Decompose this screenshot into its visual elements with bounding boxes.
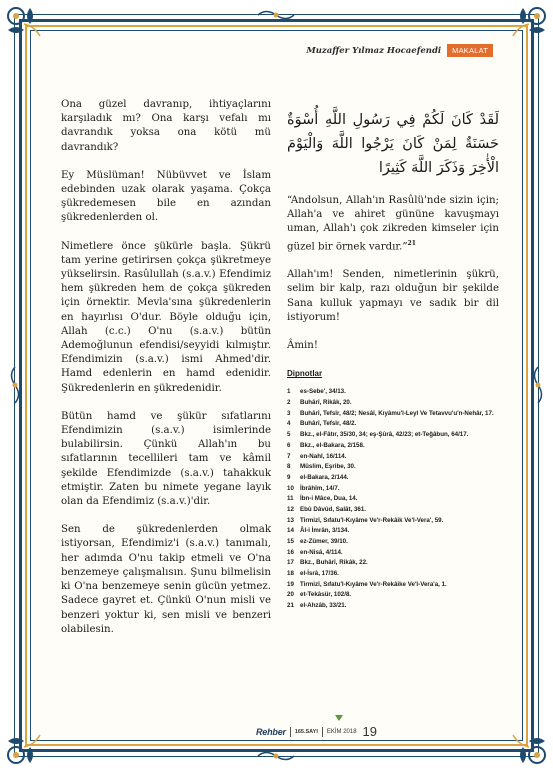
- issue-date: EKİM 2018: [326, 728, 357, 735]
- footnote-number: 6: [287, 441, 291, 449]
- footnote-number: 12: [287, 505, 294, 513]
- footnotes-title: Dipnotlar: [287, 369, 323, 379]
- footnote-text: İbn-i Mâce, Dua, 14.: [300, 495, 358, 503]
- footnote-number: 4: [287, 420, 291, 428]
- footnote-number: 19: [287, 580, 294, 588]
- footnote-number: 21: [287, 602, 294, 610]
- footnote-number: 8: [287, 463, 291, 471]
- footnote-item: [287, 505, 499, 516]
- corner-ornament-icon: [4, 723, 48, 767]
- page-marker-icon: [335, 715, 343, 721]
- footnote-item: [287, 462, 499, 473]
- footnote-item: [287, 430, 499, 441]
- footnote-text: el-Ahzâb, 33/21.: [300, 602, 347, 610]
- footnote-number: 5: [287, 431, 291, 439]
- article-header: [306, 44, 493, 57]
- footnote-text: İbrâhîm, 14/7.: [300, 484, 340, 492]
- footnote-item: [287, 569, 499, 580]
- left-ornament-icon: [8, 365, 22, 405]
- footnote-number: 13: [287, 516, 294, 524]
- paragraph: Ey Müslüman! Nübüvvet ve İslam edebinden uzak olarak yaşama. Çokça şükredemesen bile en azından şükredenlerden ol.: [61, 169, 271, 224]
- section-tag: MAKALAT: [447, 44, 493, 57]
- right-column: [287, 108, 499, 612]
- footnote-item: [287, 580, 499, 591]
- footnote-item: [287, 590, 499, 601]
- footnote-text: Tirmizî, Sıfatu'l-Kıyâme Ve'r-Rekâik Ve'l-Vera', 59.: [300, 516, 444, 524]
- footnote-item: [287, 601, 499, 612]
- bottom-ornament-icon: [256, 749, 296, 763]
- right-ornament-icon: [531, 365, 545, 405]
- footnote-item: [287, 452, 499, 463]
- footnote-number: 18: [287, 570, 294, 578]
- footnote-text: Buhârî, Rikâk, 20.: [300, 399, 352, 407]
- footnote-number: 17: [287, 559, 294, 567]
- footnote-item: [287, 548, 499, 559]
- footnote-item: [287, 516, 499, 527]
- footnote-number: 20: [287, 591, 294, 599]
- footnote-text: Bkz., el-Bakara, 2/158.: [300, 441, 365, 449]
- paragraph: Bütün hamd ve şükür sıfatlarını Efendimizin (s.a.v.) isimlerinde bulabilirsin. Çünkü Allah'ın bu sıfatlarının tecellileri tam ve kâmil şekilde Efendimizde (s.a.v.) tahakkuk etmiştir. Zaten bu nimete yegane layık olan da Efendimiz (s.a.v.)'dir.: [61, 410, 271, 508]
- footnote-text: ez-Zümer, 39/10.: [300, 538, 348, 546]
- footnote-text: et-Tekâsür, 102/8.: [300, 591, 352, 599]
- footnote-text: el-Bakara, 2/144.: [300, 473, 349, 481]
- footnote-number: 9: [287, 473, 291, 481]
- footnote-item: [287, 484, 499, 495]
- footnote-ref: 21: [407, 239, 416, 247]
- footnote-item: [287, 409, 499, 420]
- footnote-item: [287, 441, 499, 452]
- corner-ornament-icon: [505, 4, 549, 48]
- footnote-number: 7: [287, 452, 291, 460]
- footnote-number: 14: [287, 527, 294, 535]
- footnote-text: Âl-i İmrân, 3/134.: [300, 527, 350, 535]
- footnote-text: Buhârî, Tefsîr, 48/2; Nesâî, Kıyâmu'l-Leyl Ve Tetavvu'u'n-Nehâr, 17.: [300, 409, 494, 417]
- arabic-verse: لَقَدْ كَانَ لَكُمْ فِي رَسُولِ اللَّهِ أُسْوَةٌ حَسَنَةٌ لِمَنْ كَانَ يَرْجُوا اللَّهَ وَالْيَوْمَ الْأٰخِرَ وَذَكَرَ اللَّهَ كَثِيرًا: [287, 112, 499, 176]
- footnote-text: es-Sebe', 34/13.: [300, 388, 346, 396]
- footnote-number: 10: [287, 484, 294, 492]
- page-footer: [256, 724, 377, 739]
- footnote-number: 1: [287, 388, 291, 396]
- left-column: [61, 98, 271, 651]
- footnote-number: 11: [287, 495, 294, 503]
- footnote-text: Bkz., Buhârî, Rikâk, 22.: [300, 559, 368, 567]
- footnote-item: [287, 494, 499, 505]
- top-ornament-icon: [256, 8, 296, 22]
- footnote-text: Bkz., el-Fâtır, 35/30, 34; eş-Şûrâ, 42/23; et-Teğâbun, 64/17.: [300, 431, 469, 439]
- corner-ornament-icon: [505, 723, 549, 767]
- footnotes-list: [287, 387, 499, 611]
- footer-divider: [322, 727, 323, 737]
- footnote-item: [287, 558, 499, 569]
- footnote-item: [287, 537, 499, 548]
- footnote-item: [287, 473, 499, 484]
- page-number: 19: [362, 724, 378, 739]
- paragraph: Ona güzel davranıp, ihtiyaçlarını karşıladık mı? Ona karşı vefalı mı davrandık yoksa ona kötü mü davrandık?: [61, 99, 271, 153]
- amen-text: Âmin!: [287, 340, 318, 352]
- paragraph: Nimetlere önce şükürle başla. Şükrü tam yerine getirirsen çokça şükretmeye yükselirsin. Rasûlullah (s.a.v.) Efendimiz hem şükreden hem de çokça şükreden için örnektir. Mevla'sına şükredenlerin en hayırlısı O'dur. Böyle olduğu için, Allah (c.c.) O'nu (s.a.v.) bütün Ademoğlunun efendisi/seyyidi kılmıştır. Efendimizin (s.a.v.) ismi Ahmed'dir. Hamd edenlerin en hamd edenidir. Şükredenlerin en şükredenidir.: [61, 240, 271, 394]
- footnote-item: [287, 387, 499, 398]
- verse-translation: [287, 194, 499, 254]
- footnote-text: Buhârî, Tefsîr, 48/2.: [300, 420, 357, 428]
- translation-text: “Andolsun, Allah'ın Rasûlü'nde sizin için; Allah'a ve ahiret gününe kavuşmayı uman, Allah'ı çok zikreden kimseler için güzel bir örnek vardır.”: [287, 195, 499, 252]
- footnote-number: 15: [287, 538, 294, 546]
- footnote-text: Ebû Dâvûd, Salât, 361.: [300, 505, 367, 513]
- footnote-number: 2: [287, 399, 291, 407]
- footnote-item: [287, 398, 499, 409]
- magazine-logo: Rehber: [256, 726, 286, 737]
- footnote-text: Müslim, Eşribe, 30.: [300, 463, 356, 471]
- footnote-text: Tirmizî, Sıfatu'l-Kıyâme Ve'r-Rekâike Ve'l-Vera'a, 1.: [300, 580, 447, 588]
- corner-ornament-icon: [4, 4, 48, 48]
- prayer-text: Allah'ım! Senden, nimetlerinin şükrü, selim bir kalp, razı olduğun bir şekilde Sana kulluk yapmayı ve sadık bir dil istiyorum!: [287, 269, 499, 323]
- paragraph: Sen de şükredenlerden olmak istiyorsan, Efendimiz'i (s.a.v.) tanımalı, her adımda O'nu takip etmeli ve O'na benzemeye çalışmalısın. Şunu bilmelisin ki O'na benzemeye senin gücün yetmez. Sadece gayret et. Çünkü O'nun misli ve benzeri yoktur ki, sen misli ve benzeri olabilesin.: [61, 524, 271, 635]
- footnote-text: en-Nisâ, 4/114.: [300, 548, 343, 556]
- footnote-item: [287, 419, 499, 430]
- footnote-number: 3: [287, 409, 291, 417]
- footnote-text: en-Nahl, 16/114.: [300, 452, 347, 460]
- footnote-item: [287, 526, 499, 537]
- footer-divider: [290, 727, 291, 737]
- author-name: Muzaffer Yılmaz Hocaefendi: [306, 45, 442, 56]
- issue-number: 165.SAYI: [294, 728, 318, 735]
- footnote-text: el-İsrâ, 17/36.: [300, 570, 339, 578]
- footnote-number: 16: [287, 548, 294, 556]
